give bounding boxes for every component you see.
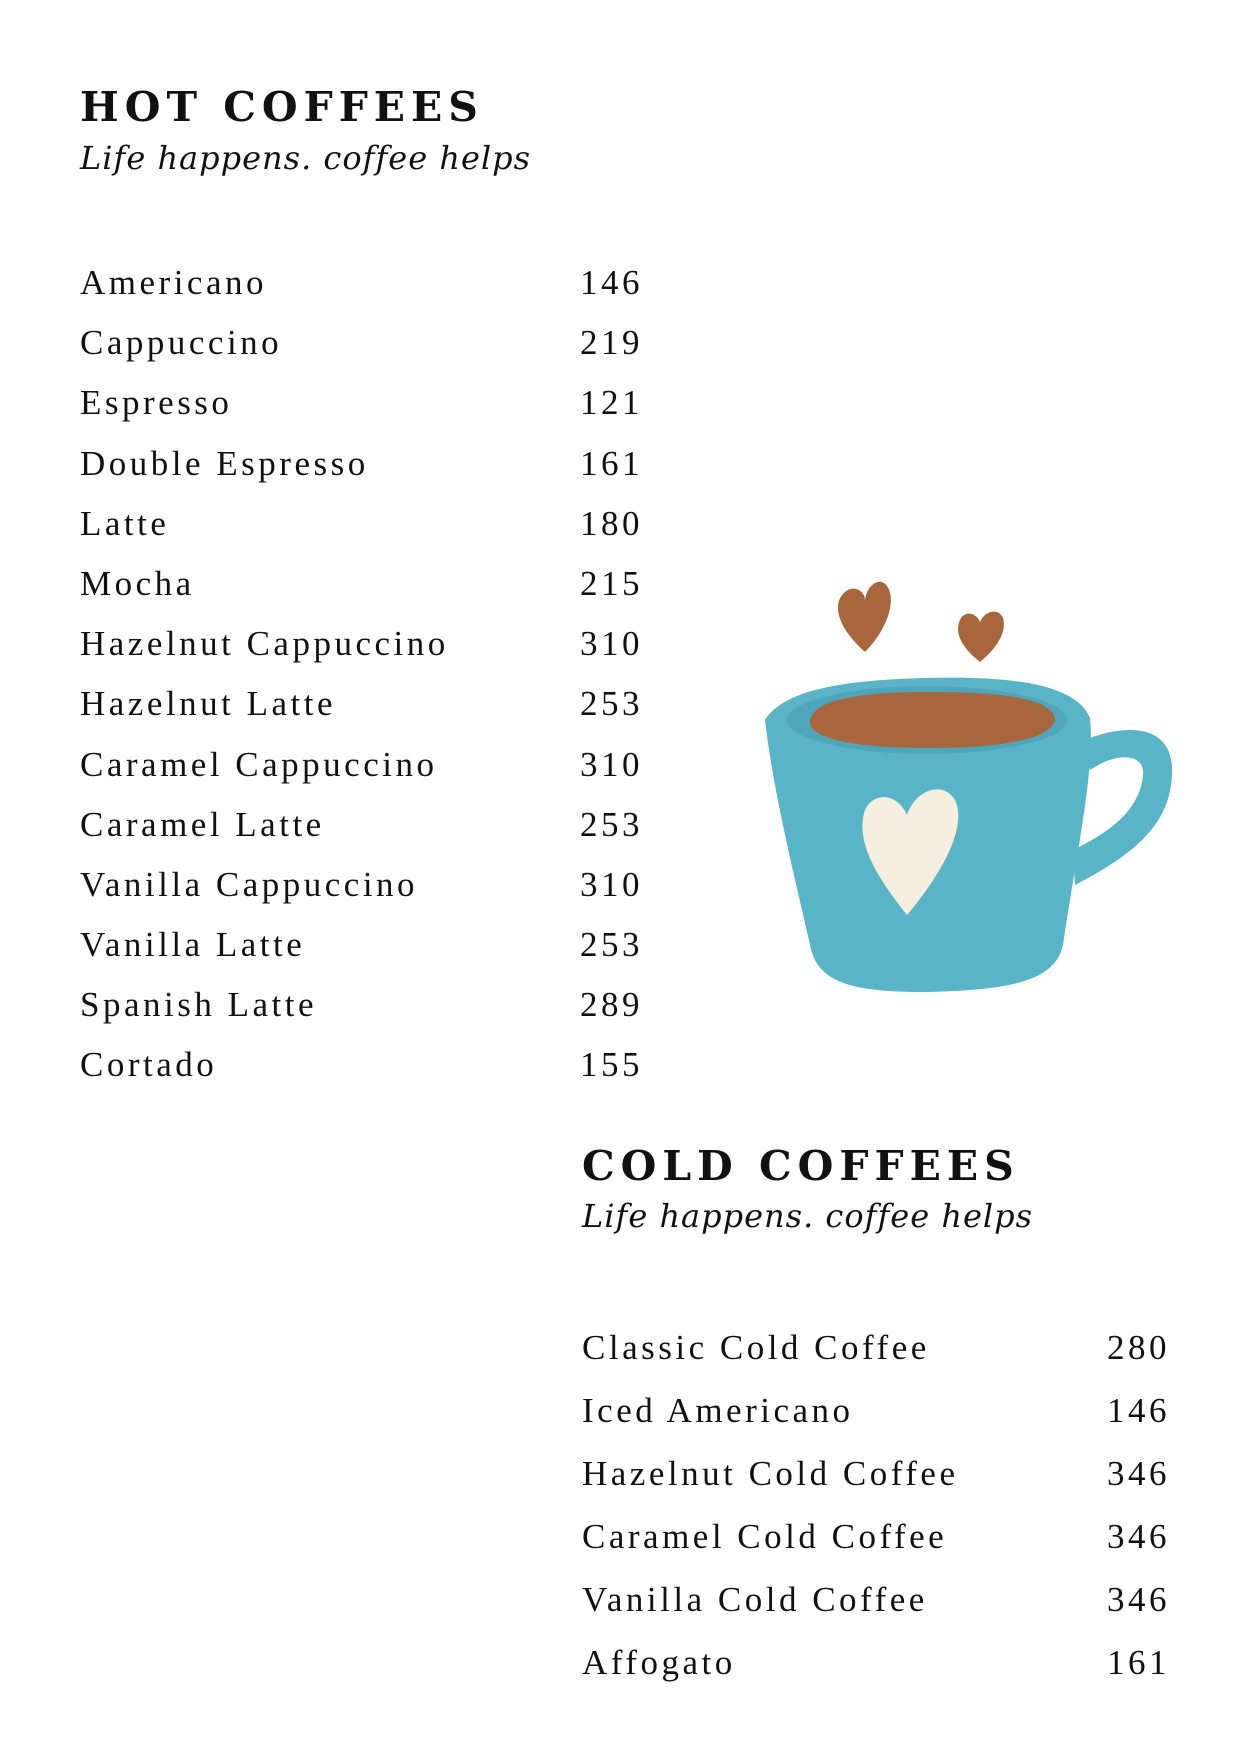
menu-item — [80, 626, 680, 686]
menu-item-name: Hazelnut Cappuccino — [80, 624, 449, 664]
menu-item — [582, 1645, 1182, 1708]
menu-item-name: Americano — [80, 263, 267, 302]
hot-coffees-tagline: Life happens. coffee helps — [80, 139, 532, 177]
menu-item — [80, 927, 680, 987]
menu-item-price: 310 — [580, 744, 643, 784]
menu-item — [80, 864, 680, 927]
menu-item-price: 346 — [1107, 1517, 1170, 1556]
menu-item — [80, 744, 680, 807]
menu-item-name: Hazelnut Cold Coffee — [582, 1454, 959, 1493]
menu-item-price: 155 — [580, 1045, 643, 1085]
menu-item — [80, 804, 680, 867]
menu-item-name: Vanilla Latte — [80, 925, 306, 965]
menu-item-name: Vanilla Cappuccino — [80, 864, 419, 904]
menu-item-price: 253 — [580, 925, 643, 965]
menu-item — [80, 325, 680, 385]
menu-item-name: Cortado — [80, 1045, 218, 1085]
menu-item-name: Vanilla Cold Coffee — [582, 1580, 928, 1619]
menu-item — [80, 443, 680, 506]
menu-item — [582, 1330, 1182, 1393]
menu-item-price: 280 — [1107, 1328, 1170, 1367]
menu-item-name: Caramel Latte — [80, 804, 325, 844]
menu-item-name: Latte — [80, 503, 170, 543]
menu-item-price: 310 — [580, 624, 643, 664]
menu-item — [582, 1393, 1182, 1456]
menu-item — [80, 686, 680, 746]
menu-item-price: 346 — [1107, 1454, 1170, 1493]
menu-item — [582, 1582, 1182, 1645]
menu-item-name: Iced Americano — [582, 1391, 854, 1430]
menu-item-name: Classic Cold Coffee — [582, 1328, 930, 1367]
menu-item-price: 219 — [580, 323, 643, 363]
menu-item-name: Caramel Cappuccino — [80, 744, 438, 784]
coffee-mug-with-hearts-icon — [755, 570, 1175, 1040]
menu-item-price: 161 — [580, 443, 643, 483]
coffee-surface — [810, 692, 1055, 748]
menu-item-price: 180 — [580, 503, 643, 543]
menu-item — [80, 385, 680, 445]
hot-coffees-menu-list — [80, 265, 680, 1108]
menu-item — [582, 1456, 1182, 1519]
menu-item — [80, 503, 680, 566]
menu-item — [582, 1519, 1182, 1582]
floating-heart-icon — [838, 582, 891, 652]
menu-item-name: Mocha — [80, 563, 195, 603]
menu-item-name: Cappuccino — [80, 323, 283, 363]
menu-item-price: 161 — [1107, 1643, 1170, 1682]
menu-item-price: 146 — [580, 263, 643, 302]
menu-item-price: 289 — [580, 985, 643, 1025]
menu-item-name: Spanish Latte — [80, 985, 317, 1025]
menu-item-name: Affogato — [582, 1643, 736, 1682]
menu-item-price: 215 — [580, 563, 643, 603]
menu-item-name: Caramel Cold Coffee — [582, 1517, 948, 1556]
cold-coffees-tagline: Life happens. coffee helps — [582, 1197, 1034, 1235]
menu-item-price: 310 — [580, 864, 643, 904]
menu-item-name: Double Espresso — [80, 443, 369, 483]
menu-item — [80, 265, 680, 325]
menu-item-name: Espresso — [80, 383, 233, 423]
menu-item-price: 253 — [580, 684, 643, 724]
floating-heart-icon — [958, 612, 1004, 662]
menu-item-price: 346 — [1107, 1580, 1170, 1619]
menu-item-price: 146 — [1107, 1391, 1170, 1430]
menu-item-name: Hazelnut Latte — [80, 684, 336, 724]
menu-item — [80, 987, 680, 1047]
menu-item — [80, 563, 680, 626]
hot-coffees-heading: HOT COFFEES — [80, 83, 484, 131]
menu-item-price: 253 — [580, 804, 643, 844]
cold-coffees-heading: COLD COFFEES — [582, 1142, 1020, 1190]
cold-coffees-menu-list — [582, 1330, 1182, 1708]
menu-item-price: 121 — [580, 383, 643, 423]
menu-item — [80, 1047, 680, 1107]
